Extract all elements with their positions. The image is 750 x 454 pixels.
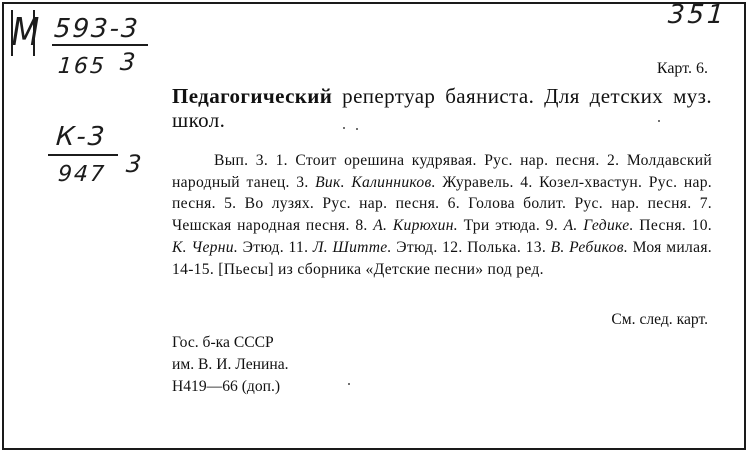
shelf-mark-2-suffix: 3 (125, 150, 145, 178)
shelf-mark-1-top: 593-3 (52, 14, 141, 44)
shelf-mark-2-bottom: 947 (57, 162, 107, 187)
contents-text: Этюд. 11. (238, 238, 313, 256)
shelf-mark-1-rule (52, 44, 148, 46)
contents-text: Вып. 3. 1. Стоит орешина кудрявая. Рус. нар. песня. 2. Молдавский народный танец. 3. (172, 152, 712, 191)
record-title-rest: репертуар баяниста. Для детских муз. школ. (172, 84, 712, 132)
library-info (172, 332, 289, 398)
record-title (172, 84, 712, 132)
composer-name: Вик. Калинников. (315, 173, 436, 191)
composer-name: В. Ребиков. (550, 238, 629, 256)
shelf-mark-2-top: К-3 (54, 122, 108, 152)
composer-name: К. Черни. (172, 238, 239, 256)
shelf-mark-2-rule (48, 154, 118, 156)
scan-speck (348, 383, 350, 385)
scan-speck (658, 120, 660, 122)
record-contents (172, 150, 712, 280)
contents-text: Журавель. 4. Козел-хвастун. Рус. нар. песня. 5. Во лузях. Рус. нар. песня. 6. Голова болит. Рус. нар. песня. 7. Чешская народная песня. 8. (172, 173, 712, 235)
page-number: 351 (666, 0, 728, 30)
library-line-1: Гос. б-ка СССР (172, 334, 274, 351)
shelf-mark-1-suffix: 3 (119, 48, 139, 76)
see-also-note: См. след. карт. (611, 311, 708, 328)
composer-name: Л. Шитте. (312, 238, 392, 256)
contents-text: Этюд. 12. Полька. 13. (391, 238, 551, 256)
shelf-mark-1-bottom: 165 (57, 54, 107, 79)
contents-text: Моя милая. 14-15. [Пьесы] из сборника «Детские песни» под ред. (172, 238, 712, 278)
contents-paragraph (172, 150, 712, 280)
contents-text: Три этюда. 9. (457, 217, 564, 235)
contents-text: Песня. 10. (633, 217, 713, 235)
record-title-bold: Педагогический (172, 84, 333, 108)
library-line-3: Н419—66 (доп.) (172, 378, 281, 395)
m-mark: М (11, 10, 40, 54)
composer-name: А. Кирюхин. (373, 217, 458, 235)
composer-name: А. Гедике. (563, 217, 634, 235)
scan-speck (343, 127, 345, 129)
card-number: Карт. 6. (656, 60, 708, 77)
scan-speck (356, 128, 358, 130)
library-line-2: им. В. И. Ленина. (172, 356, 289, 373)
